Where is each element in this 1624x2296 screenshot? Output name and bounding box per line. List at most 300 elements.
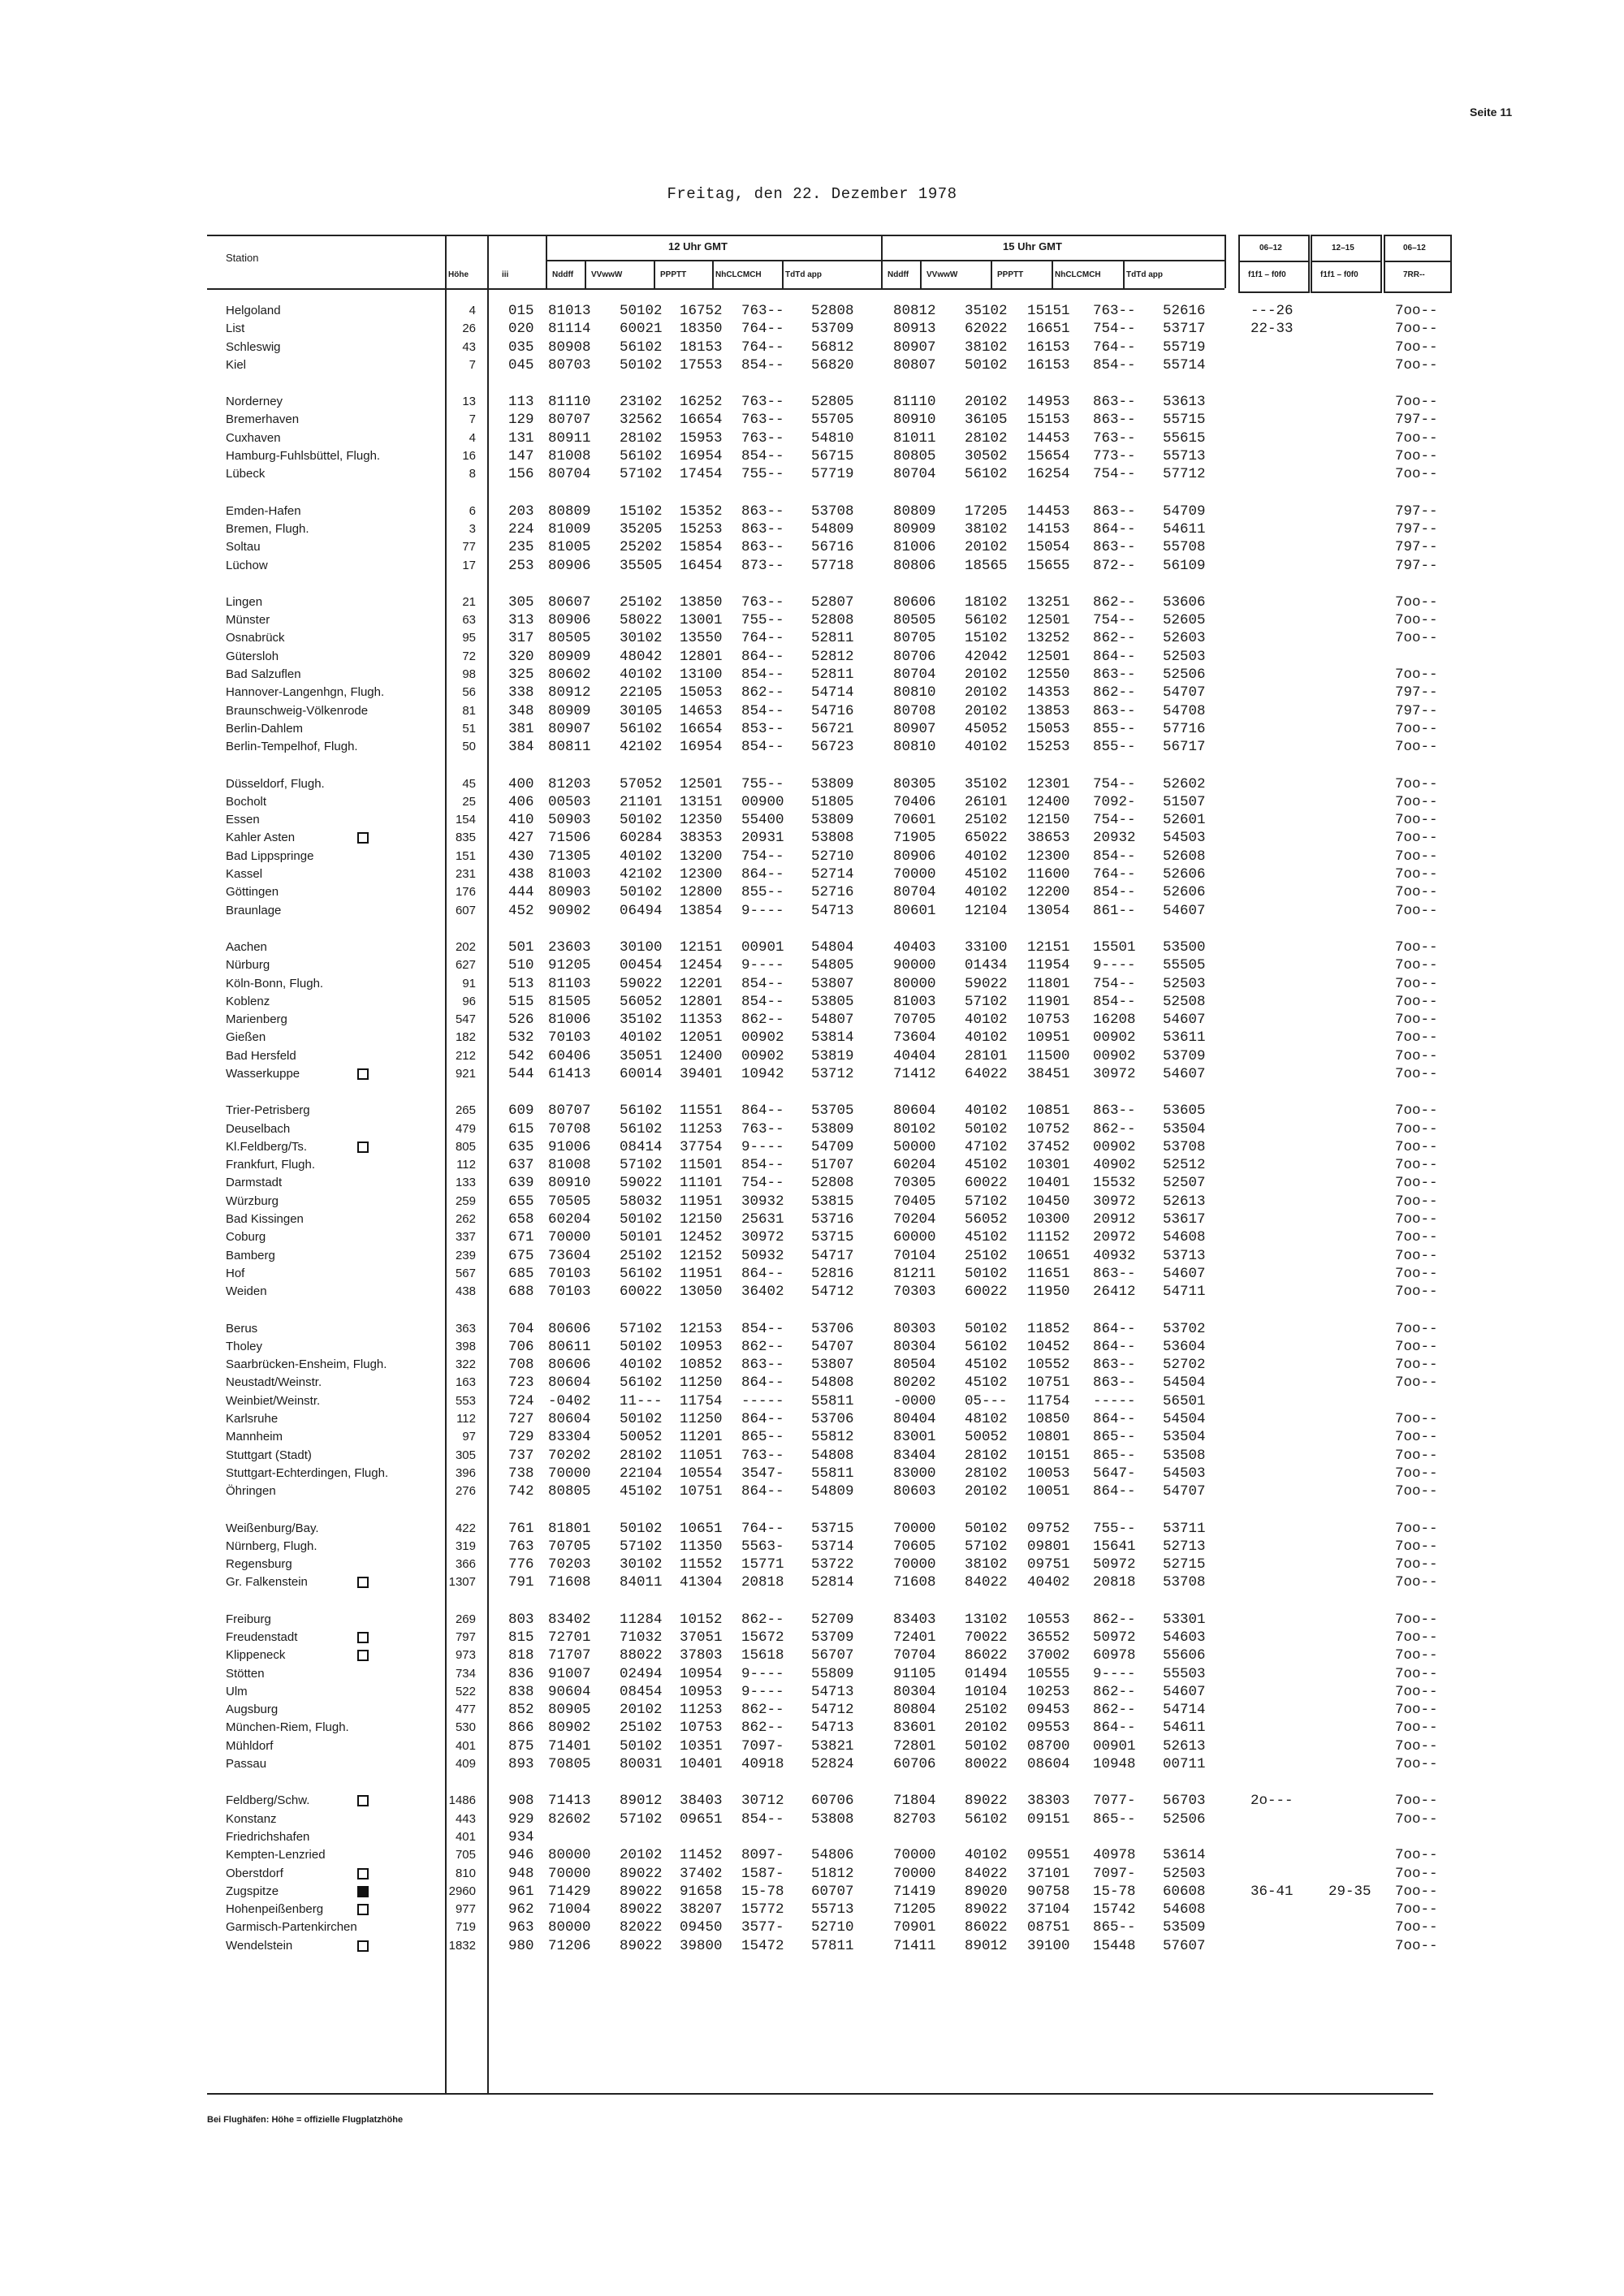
obs-15-ppptt: 15053 (1027, 720, 1070, 737)
right-box-sub: 7RR-- (1403, 270, 1425, 279)
station-name: Gießen (226, 1030, 266, 1045)
obs-15-vvwww: 45102 (965, 1229, 1008, 1246)
station-name: Kiel (226, 357, 247, 372)
obs-12-nddff: 80606 (548, 1357, 591, 1374)
obs-12-tdtd: 56820 (811, 356, 854, 373)
precip-06-12: 7oo-- (1395, 321, 1438, 338)
obs-15-nddff: 80809 (893, 503, 936, 520)
table-row (0, 629, 1624, 647)
obs-15-tdtd: 54607 (1163, 902, 1206, 919)
obs-12-clouds: 15472 (741, 1937, 784, 1954)
station-number: 723 (508, 1375, 534, 1392)
header-15-uhr: 15 Uhr GMT (1003, 240, 1062, 252)
box-divider (1385, 261, 1450, 262)
obs-12-ppptt: 91658 (680, 1883, 723, 1900)
table-row (0, 1665, 1624, 1683)
obs-15-tdtd: 53611 (1163, 1029, 1206, 1047)
station-number: 147 (508, 448, 534, 465)
obs-15-tdtd: 55719 (1163, 339, 1206, 356)
table-row (0, 1611, 1624, 1629)
obs-12-clouds: 854-- (741, 993, 784, 1010)
obs-12-vvwww: 35102 (620, 1012, 663, 1029)
obs-12-ppptt: 10954 (680, 1665, 723, 1682)
obs-12-nddff: 60406 (548, 1047, 591, 1064)
obs-15-nddff: 60000 (893, 1229, 936, 1246)
obs-15-clouds: 16208 (1093, 1012, 1136, 1029)
station-name: Oberstdorf (226, 1866, 283, 1880)
obs-12-clouds: 854-- (741, 1810, 784, 1828)
obs-15-clouds: 854-- (1093, 884, 1136, 901)
obs-15-clouds: ----- (1093, 1392, 1136, 1409)
open-square-icon (357, 1632, 369, 1643)
obs-12-vvwww: 57102 (620, 1157, 663, 1174)
obs-12-tdtd: 52814 (811, 1574, 854, 1591)
obs-15-nddff: 80404 (893, 1411, 936, 1428)
station-number: 515 (508, 993, 534, 1010)
station-number: 410 (508, 812, 534, 829)
obs-15-clouds: 50972 (1093, 1556, 1136, 1573)
station-height: 63 (462, 613, 476, 628)
station-group (0, 503, 1624, 575)
obs-12-nddff: 81009 (548, 520, 591, 537)
obs-15-tdtd: 53617 (1163, 1211, 1206, 1228)
station-number: 791 (508, 1574, 534, 1591)
obs-12-ppptt: 39401 (680, 1065, 723, 1082)
table-row (0, 902, 1624, 920)
obs-15-tdtd: 53713 (1163, 1247, 1206, 1264)
header-col-clouds: NhCLCMCH (715, 270, 762, 279)
precip-06-12: 7oo-- (1395, 1320, 1438, 1337)
obs-15-nddff: 60706 (893, 1756, 936, 1773)
header-col-vvwww: VVwwW (591, 270, 623, 279)
obs-15-vvwww: 50102 (965, 356, 1008, 373)
precip-06-12: 7oo-- (1395, 630, 1438, 647)
obs-15-clouds: 15742 (1093, 1901, 1136, 1918)
obs-12-vvwww: 57052 (620, 775, 663, 792)
obs-12-vvwww: 50052 (620, 1429, 663, 1446)
obs-12-nddff: 81505 (548, 993, 591, 1010)
obs-15-vvwww: 40102 (965, 1029, 1008, 1047)
station-height: 7 (469, 412, 476, 427)
station-number: 866 (508, 1720, 534, 1737)
obs-15-nddff: 80102 (893, 1120, 936, 1137)
obs-15-ppptt: 13054 (1027, 902, 1070, 919)
obs-15-clouds: 863-- (1093, 1357, 1136, 1374)
station-group (0, 593, 1624, 757)
station-number: 113 (508, 394, 534, 411)
station-height: 810 (455, 1866, 476, 1880)
obs-12-nddff: 80912 (548, 684, 591, 701)
obs-15-nddff: 70406 (893, 793, 936, 810)
obs-15-vvwww: 20102 (965, 684, 1008, 701)
station-height: 176 (455, 885, 476, 900)
obs-15-tdtd: 54709 (1163, 503, 1206, 520)
obs-15-vvwww: 89022 (965, 1793, 1008, 1810)
obs-15-tdtd: 53708 (1163, 1574, 1206, 1591)
obs-12-vvwww: 30100 (620, 939, 663, 956)
obs-12-ppptt: 11951 (680, 1193, 723, 1210)
obs-12-vvwww: 02494 (620, 1665, 663, 1682)
station-group (0, 1320, 1624, 1501)
station-number: 384 (508, 739, 534, 756)
station-name: Bad Salzuflen (226, 667, 301, 682)
obs-12-clouds: 862-- (741, 1611, 784, 1628)
obs-15-tdtd: 52503 (1163, 975, 1206, 992)
obs-12-tdtd: 54716 (811, 702, 854, 719)
station-name: Weiden (226, 1284, 267, 1299)
obs-15-vvwww: 86022 (965, 1919, 1008, 1936)
obs-15-nddff: 81003 (893, 993, 936, 1010)
station-group (0, 775, 1624, 920)
obs-12-clouds: 864-- (741, 866, 784, 883)
obs-15-clouds: 862-- (1093, 593, 1136, 611)
station-number: 908 (508, 1793, 534, 1810)
filled-square-icon (357, 1886, 369, 1897)
obs-15-nddff: 82703 (893, 1810, 936, 1828)
obs-15-ppptt: 11901 (1027, 993, 1070, 1010)
obs-12-ppptt: 12300 (680, 866, 723, 883)
obs-12-clouds: 854-- (741, 667, 784, 684)
obs-12-nddff: 72701 (548, 1629, 591, 1646)
station-number: 727 (508, 1411, 534, 1428)
precip-06-12: 7oo-- (1395, 1012, 1438, 1029)
obs-15-vvwww: 28102 (965, 429, 1008, 447)
obs-12-nddff: 71413 (548, 1793, 591, 1810)
station-number: 313 (508, 612, 534, 629)
obs-12-ppptt: 10401 (680, 1756, 723, 1773)
obs-12-vvwww: 30102 (620, 630, 663, 647)
station-number: 444 (508, 884, 534, 901)
obs-15-clouds: 15501 (1093, 939, 1136, 956)
station-number: 724 (508, 1392, 534, 1409)
obs-15-nddff: 70000 (893, 1865, 936, 1882)
obs-12-nddff: 50903 (548, 812, 591, 829)
station-name: München-Riem, Flugh. (226, 1720, 349, 1735)
obs-15-ppptt: 14453 (1027, 429, 1070, 447)
obs-12-nddff: 23603 (548, 939, 591, 956)
obs-12-ppptt: 10554 (680, 1465, 723, 1482)
obs-15-tdtd: 52613 (1163, 1737, 1206, 1754)
obs-15-clouds: 864-- (1093, 648, 1136, 665)
obs-15-ppptt: 08700 (1027, 1737, 1070, 1754)
obs-12-vvwww: 40102 (620, 1029, 663, 1047)
station-name: Aachen (226, 939, 267, 954)
obs-12-ppptt: 12400 (680, 1047, 723, 1064)
obs-15-nddff: 80704 (893, 667, 936, 684)
table-row (0, 1937, 1624, 1955)
obs-15-ppptt: 14353 (1027, 684, 1070, 701)
station-name: Bremerhaven (226, 412, 300, 427)
station-height: 26 (462, 322, 476, 336)
obs-15-tdtd: 52608 (1163, 848, 1206, 865)
station-height: 154 (455, 813, 476, 827)
obs-15-clouds: 10948 (1093, 1756, 1136, 1773)
obs-12-tdtd: 56721 (811, 720, 854, 737)
station-name: Kl.Feldberg/Ts. (226, 1139, 308, 1154)
station-number: 980 (508, 1937, 534, 1954)
obs-12-tdtd: 54707 (811, 1338, 854, 1355)
station-name: Bad Lippspringe (226, 848, 314, 863)
station-number: 452 (508, 902, 534, 919)
obs-12-nddff: 71429 (548, 1883, 591, 1900)
table-row (0, 611, 1624, 629)
obs-12-nddff: 80707 (548, 1103, 591, 1120)
table-row (0, 720, 1624, 738)
obs-15-nddff: 70000 (893, 1847, 936, 1864)
obs-12-nddff: 70202 (548, 1447, 591, 1464)
obs-15-tdtd: 53711 (1163, 1520, 1206, 1537)
obs-12-ppptt: 12452 (680, 1229, 723, 1246)
obs-12-tdtd: 53805 (811, 993, 854, 1010)
precip-06-12: 7oo-- (1395, 1937, 1438, 1954)
obs-15-clouds: 7097- (1093, 1865, 1136, 1882)
obs-12-vvwww: 50102 (620, 1737, 663, 1754)
obs-12-clouds: 863-- (741, 503, 784, 520)
obs-15-tdtd: 53508 (1163, 1447, 1206, 1464)
obs-12-clouds: 25631 (741, 1211, 784, 1228)
obs-15-ppptt: 11651 (1027, 1265, 1070, 1282)
obs-15-tdtd: 53604 (1163, 1338, 1206, 1355)
obs-15-tdtd: 54711 (1163, 1284, 1206, 1301)
obs-12-tdtd: 52710 (811, 1919, 854, 1936)
obs-15-vvwww: 50102 (965, 1737, 1008, 1754)
station-height: 1486 (448, 1793, 476, 1808)
precip-06-12: 7oo-- (1395, 448, 1438, 465)
station-number: 235 (508, 539, 534, 556)
obs-12-nddff: 80607 (548, 593, 591, 611)
table-row (0, 1156, 1624, 1174)
station-number: 934 (508, 1828, 534, 1845)
precip-06-12: 7oo-- (1395, 1120, 1438, 1137)
obs-15-tdtd: 52606 (1163, 884, 1206, 901)
station-group (0, 393, 1624, 483)
obs-15-nddff: 80906 (893, 848, 936, 865)
obs-12-clouds: 862-- (741, 1702, 784, 1719)
precip-06-12: 7oo-- (1395, 1375, 1438, 1392)
precip-06-12: 7oo-- (1395, 884, 1438, 901)
precip-06-12: 7oo-- (1395, 667, 1438, 684)
obs-15-clouds: 00902 (1093, 1047, 1136, 1064)
obs-12-clouds: 863-- (741, 520, 784, 537)
precip-06-12: 7oo-- (1395, 812, 1438, 829)
obs-15-ppptt: 36552 (1027, 1629, 1070, 1646)
obs-12-clouds: 763-- (741, 412, 784, 429)
obs-15-tdtd: 52616 (1163, 303, 1206, 319)
obs-15-vvwww: 86022 (965, 1647, 1008, 1664)
obs-15-ppptt: 10300 (1027, 1211, 1070, 1228)
station-number: 156 (508, 466, 534, 483)
obs-15-tdtd: 53717 (1163, 321, 1206, 338)
obs-15-vvwww: 84022 (965, 1865, 1008, 1882)
obs-12-tdtd: 54807 (811, 1012, 854, 1029)
obs-15-ppptt: 11852 (1027, 1320, 1070, 1337)
obs-12-tdtd: 56723 (811, 739, 854, 756)
station-number: 438 (508, 866, 534, 883)
obs-12-tdtd: 53716 (811, 1211, 854, 1228)
obs-12-nddff: 81005 (548, 539, 591, 556)
obs-15-nddff: 90000 (893, 957, 936, 974)
obs-15-tdtd: 54603 (1163, 1629, 1206, 1646)
obs-12-ppptt: 38403 (680, 1793, 723, 1810)
obs-12-vvwww: 23102 (620, 394, 663, 411)
station-name: Mühldorf (226, 1738, 274, 1753)
obs-15-nddff: 80504 (893, 1357, 936, 1374)
station-name: Stötten (226, 1666, 265, 1681)
obs-15-vvwww: 33100 (965, 939, 1008, 956)
header-bottom-rule (207, 288, 1224, 290)
station-number: 685 (508, 1265, 534, 1282)
obs-15-ppptt: 15654 (1027, 448, 1070, 465)
obs-12-clouds: 9---- (741, 902, 784, 919)
station-height: 409 (455, 1757, 476, 1772)
station-group (0, 1792, 1624, 1955)
obs-15-ppptt: 10951 (1027, 1029, 1070, 1047)
obs-15-vvwww: 40102 (965, 1103, 1008, 1120)
obs-12-nddff: 71506 (548, 830, 591, 847)
obs-12-tdtd: 52710 (811, 848, 854, 865)
obs-12-ppptt: 37402 (680, 1865, 723, 1882)
obs-15-nddff: 80909 (893, 520, 936, 537)
station-name: Berlin-Dahlem (226, 721, 304, 736)
station-name: Wasserkuppe (226, 1066, 300, 1081)
station-height: 212 (455, 1048, 476, 1063)
obs-12-clouds: 10942 (741, 1065, 784, 1082)
table-row (0, 975, 1624, 993)
obs-12-nddff: 81008 (548, 1157, 591, 1174)
obs-15-clouds: 20912 (1093, 1211, 1136, 1228)
header-col-tdtd: TdTd app (785, 270, 822, 279)
precip-06-12: 7oo-- (1395, 394, 1438, 411)
obs-12-vvwww: 35051 (620, 1047, 663, 1064)
obs-15-clouds: 863-- (1093, 702, 1136, 719)
table-row (0, 1737, 1624, 1755)
obs-15-vvwww: 80022 (965, 1756, 1008, 1773)
obs-12-clouds: 9---- (741, 1665, 784, 1682)
obs-12-tdtd: 53821 (811, 1737, 854, 1754)
obs-12-clouds: ----- (741, 1392, 784, 1409)
obs-15-tdtd: 52606 (1163, 866, 1206, 883)
precip-06-12: 7oo-- (1395, 1193, 1438, 1210)
obs-12-vvwww: 40102 (620, 1357, 663, 1374)
table-row (0, 829, 1624, 847)
extreme-12-15: 29-35 (1328, 1883, 1371, 1900)
station-number: 738 (508, 1465, 534, 1482)
open-square-icon (357, 1650, 369, 1661)
obs-15-tdtd: 54504 (1163, 1375, 1206, 1392)
obs-15-clouds: 854-- (1093, 356, 1136, 373)
obs-15-vvwww: 62022 (965, 321, 1008, 338)
obs-12-nddff: 81110 (548, 394, 591, 411)
obs-12-clouds: 15-78 (741, 1883, 784, 1900)
obs-15-clouds: 863-- (1093, 667, 1136, 684)
station-number: 609 (508, 1103, 534, 1120)
obs-12-clouds: 9---- (741, 957, 784, 974)
table-row (0, 1573, 1624, 1591)
obs-12-tdtd: 53709 (811, 321, 854, 338)
station-number: 893 (508, 1756, 534, 1773)
obs-15-vvwww: 45052 (965, 720, 1008, 737)
station-height: 366 (455, 1557, 476, 1572)
obs-15-tdtd: 53709 (1163, 1047, 1206, 1064)
station-height: 259 (455, 1193, 476, 1208)
table-row (0, 1865, 1624, 1883)
station-height: 322 (455, 1357, 476, 1372)
obs-12-nddff: 80000 (548, 1919, 591, 1936)
obs-12-ppptt: 17454 (680, 466, 723, 483)
precip-06-12: 7oo-- (1395, 939, 1438, 956)
station-name: Friedrichshafen (226, 1829, 310, 1844)
obs-12-clouds: 764-- (741, 1520, 784, 1537)
table-row (0, 1138, 1624, 1156)
precip-06-12: 7oo-- (1395, 1756, 1438, 1773)
obs-15-ppptt: 16651 (1027, 321, 1070, 338)
obs-15-clouds: 7092- (1093, 793, 1136, 810)
obs-12-tdtd: 52811 (811, 667, 854, 684)
station-number: 929 (508, 1810, 534, 1828)
obs-12-tdtd: 56716 (811, 539, 854, 556)
station-height: 112 (456, 1412, 476, 1426)
obs-15-nddff: 80304 (893, 1683, 936, 1700)
station-name: Lüchow (226, 558, 268, 572)
obs-12-vvwww: 42102 (620, 739, 663, 756)
obs-15-clouds: 865-- (1093, 1447, 1136, 1464)
station-height: 607 (455, 903, 476, 917)
obs-15-tdtd: 54707 (1163, 1483, 1206, 1500)
obs-12-clouds: 763-- (741, 429, 784, 447)
station-number: 655 (508, 1193, 534, 1210)
obs-15-ppptt: 12150 (1027, 812, 1070, 829)
precip-06-12: 797-- (1395, 539, 1438, 556)
station-height: 477 (455, 1703, 476, 1717)
obs-15-ppptt: 11754 (1027, 1392, 1070, 1409)
obs-12-tdtd: 53715 (811, 1520, 854, 1537)
station-height: 21 (462, 594, 476, 609)
obs-15-clouds: 864-- (1093, 1720, 1136, 1737)
obs-15-tdtd: 60608 (1163, 1883, 1206, 1900)
obs-12-vvwww: 57102 (620, 466, 663, 483)
obs-15-vvwww: 59022 (965, 975, 1008, 992)
obs-15-ppptt: 11954 (1027, 957, 1070, 974)
obs-12-ppptt: 11101 (680, 1175, 723, 1192)
obs-15-vvwww: 60022 (965, 1284, 1008, 1301)
obs-12-ppptt: 16654 (680, 412, 723, 429)
obs-15-tdtd: 53500 (1163, 939, 1206, 956)
obs-12-clouds: 864-- (741, 1265, 784, 1282)
table-row (0, 702, 1624, 720)
obs-12-ppptt: 10953 (680, 1338, 723, 1355)
obs-12-ppptt: 13151 (680, 793, 723, 810)
obs-15-tdtd: 57607 (1163, 1937, 1206, 1954)
station-name: Regensburg (226, 1557, 292, 1572)
station-name: Köln-Bonn, Flugh. (226, 976, 324, 990)
obs-15-vvwww: 56102 (965, 612, 1008, 629)
obs-15-nddff: 70000 (893, 866, 936, 883)
obs-15-vvwww: 25102 (965, 812, 1008, 829)
station-number: 131 (508, 429, 534, 447)
obs-15-nddff: 80810 (893, 684, 936, 701)
obs-12-tdtd: 54713 (811, 902, 854, 919)
obs-15-vvwww: 36105 (965, 412, 1008, 429)
obs-12-tdtd: 53808 (811, 830, 854, 847)
obs-15-ppptt: 10753 (1027, 1012, 1070, 1029)
precip-06-12: 7oo-- (1395, 1901, 1438, 1918)
table-row (0, 1029, 1624, 1047)
obs-12-tdtd: 53714 (811, 1538, 854, 1555)
obs-12-clouds: 862-- (741, 684, 784, 701)
obs-12-clouds: 764-- (741, 321, 784, 338)
obs-12-tdtd: 55812 (811, 1429, 854, 1446)
station-number: 815 (508, 1629, 534, 1646)
